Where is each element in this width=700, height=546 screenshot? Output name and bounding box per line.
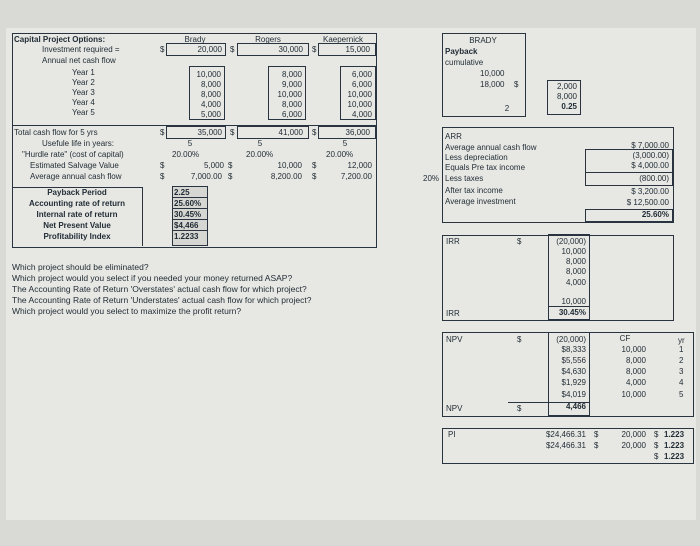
npv-yr-2: 2 [679,356,684,365]
npv-cf-2: 8,000 [625,356,646,365]
year-3-brady: 8,000 [200,90,221,99]
pi-dollar: $ [594,441,599,450]
year-5-brady: 5,000 [200,110,221,119]
project-name-kaepernick: Kaepernick [322,35,364,44]
year-5-kaepernick: 4,000 [351,110,372,119]
currency-sign: $ [230,128,235,137]
label-year-2: Year 2 [72,78,95,87]
currency-sign: $ [312,128,317,137]
value-life-brady: 5 [187,139,193,148]
npv-dollar: $ [517,404,522,413]
question-4: The Accounting Rate of Return 'Understates' actual cash flow for which project? [12,295,312,305]
irr-bottom-title: IRR [446,309,460,318]
currency-sign: $ [160,45,165,54]
pi-dollar: $ [594,430,599,439]
currency-sign: $ [312,45,317,54]
value-hurdle-rogers: 20.00% [246,150,274,159]
pi-c-3: 1.223 [664,452,685,461]
arr-value-taxes: (800.00) [639,174,669,183]
irr-value-result: 30.45% [558,308,586,317]
irr-dollar: $ [517,237,522,246]
arr-value-avg-flow: $ 7,000.00 [631,141,669,150]
result-value-pi: 1.2233 [174,232,199,241]
label-annual-flow: Annual net cash flow [42,56,116,65]
npv-cf-5: 10,000 [621,390,646,399]
table-divider [142,187,143,246]
arr-label-avg-flow: Average annual cash flow [445,143,537,152]
year-2-brady: 8,000 [200,80,221,89]
year-4-kaepernick: 10,000 [347,100,372,109]
arr-label-taxes: Less taxes [445,174,484,183]
value-life-rogers: 5 [257,139,263,148]
value-avg-flow-kaepernick: 7,200.00 [340,172,372,181]
result-label-pi: Profitability Index [43,232,111,241]
year-2-kaepernick: 6,000 [351,80,372,89]
table-divider [172,197,207,198]
project-name-rogers: Rogers [255,35,281,44]
value-total-rogers: 41,000 [278,128,303,137]
brady-cumulative-label: cumulative [445,58,484,67]
value-hurdle-brady: 20.00% [172,150,200,159]
npv-yr-3: 3 [679,367,684,376]
irr-value-2: 8,000 [565,257,586,266]
table-divider [172,230,207,231]
npv-value-2: $5,556 [561,356,586,365]
year-5-rogers: 6,000 [281,110,302,119]
npv-value-1: $8,333 [561,345,586,354]
question-3: The Accounting Rate of Return 'Overstates' actual cash flow for which project? [12,284,307,294]
brady-title: BRADY [469,36,497,45]
arr-value-avg-investment: $ 12,500.00 [626,198,669,207]
value-avg-flow-brady: 7,000.00 [190,172,222,181]
currency-sign: $ [228,172,233,181]
arr-tax-rate: 20% [423,174,440,183]
brady-right-1: 2,000 [556,82,577,91]
table-divider [172,219,207,220]
npv-yr-5: 5 [679,390,684,399]
npv-cf-3: 8,000 [625,367,646,376]
currency-sign: $ [312,172,317,181]
year-4-rogers: 8,000 [281,100,302,109]
currency-sign: $ [230,45,235,54]
value-salvage-brady: 5,000 [203,161,224,170]
label-total: Total cash flow for 5 yrs [14,128,98,137]
arr-title: ARR [445,132,462,141]
question-5: Which project would you select to maximize the profit return? [12,306,242,316]
result-label-irr: Internal rate of return [36,210,118,219]
npv-value-result: 4,466 [565,402,586,411]
brady-two: 2 [504,104,510,113]
arr-label-aftertax: After tax income [445,186,503,195]
currency-sign: $ [160,128,165,137]
pi-b-1: 20,000 [621,430,646,439]
label-life: Usefule life in years: [42,139,115,148]
npv-bottom-title: NPV [446,404,463,413]
irr-value-3: 8,000 [565,267,586,276]
label-year-1: Year 1 [72,68,95,77]
npv-cf-header: CF [619,334,631,343]
value-life-kaepernick: 5 [342,139,348,148]
brady-cumulative-1: 10,000 [480,69,505,78]
pi-c-1: 1.223 [664,430,685,439]
arr-label-avg-investment: Average investment [445,197,516,206]
brady-dollar: $ [514,80,519,89]
year-1-kaepernick: 6,000 [351,70,372,79]
pi-dollar: $ [654,452,659,461]
label-year-3: Year 3 [72,88,95,97]
pi-dollar: $ [654,441,659,450]
value-investment-brady: 20,000 [197,45,222,54]
currency-sign: $ [160,172,165,181]
question-1: Which project should be eliminated? [12,262,149,272]
question-2: Which project would you select if you needed your money returned ASAP? [12,273,293,283]
result-label-arr: Accounting rate of return [28,199,125,208]
year-1-brady: 10,000 [196,70,221,79]
year-3-rogers: 10,000 [277,90,302,99]
npv-value-5: $4,019 [561,390,586,399]
irr-divider [548,306,589,307]
irr-title: IRR [446,237,460,246]
arr-label-depreciation: Less depreciation [445,153,508,162]
irr-value-5: 10,000 [561,297,586,306]
year-1-rogers: 8,000 [281,70,302,79]
npv-cf-1: 10,000 [621,345,646,354]
label-year-5: Year 5 [72,108,95,117]
label-salvage: Estimated Salvage Value [30,161,119,170]
npv-value-4: $1,929 [561,378,586,387]
brady-cumulative-2: 18,000 [480,80,505,89]
value-hurdle-kaepernick: 20.00% [326,150,354,159]
brady-right-3: 0.25 [561,102,577,111]
brady-payback-label: Payback [445,47,478,56]
result-value-irr: 30.45% [174,210,202,219]
year-3-kaepernick: 10,000 [347,90,372,99]
npv-yr-1: 1 [679,345,684,354]
arr-label-pretax: Equals Pre tax income [445,163,526,172]
irr-value-1: 10,000 [561,247,586,256]
value-investment-rogers: 30,000 [278,45,303,54]
value-avg-flow-rogers: 8,200.00 [270,172,302,181]
pi-a-2: $24,466.31 [545,441,586,450]
table-title: Capital Project Options: [14,35,106,44]
npv-value-0: (20,000) [556,335,586,344]
label-year-4: Year 4 [72,98,95,107]
npv-value-3: $4,630 [561,367,586,376]
value-total-brady: 35,000 [197,128,222,137]
irr-value-4: 4,000 [565,278,586,287]
npv-yr-header: yr [678,336,685,345]
year-4-brady: 4,000 [200,100,221,109]
label-avg-flow: Average annual cash flow [30,172,122,181]
arr-value-pretax: $ 4,000.00 [631,161,669,170]
arr-value-result: 25.60% [641,210,669,219]
currency-sign: $ [228,161,233,170]
result-value-arr: 25.60% [174,199,202,208]
table-divider [172,208,207,209]
npv-dollar: $ [517,335,522,344]
value-salvage-kaepernick: 12,000 [347,161,372,170]
project-name-brady: Brady [184,35,206,44]
brady-right-2: 8,000 [556,92,577,101]
npv-cf-4: 4,000 [625,378,646,387]
label-investment: Investment required = [42,45,120,54]
arr-value-aftertax: $ 3,200.00 [631,187,669,196]
result-value-payback: 2.25 [174,188,190,197]
irr-value-0: (20,000) [556,237,586,246]
year-2-rogers: 9,000 [281,80,302,89]
arr-value-depreciation: (3,000.00) [632,151,669,160]
result-value-npv: $4,466 [174,221,199,230]
pi-dollar: $ [654,430,659,439]
result-label-payback: Payback Period [47,188,107,197]
value-total-kaepernick: 36,000 [345,128,370,137]
pi-b-2: 20,000 [621,441,646,450]
result-label-npv: Net Present Value [43,221,111,230]
pi-c-2: 1.223 [664,441,685,450]
pi-title: PI [448,430,456,439]
value-investment-kaepernick: 15,000 [345,45,370,54]
currency-sign: $ [160,161,165,170]
value-salvage-rogers: 10,000 [277,161,302,170]
currency-sign: $ [312,161,317,170]
npv-title: NPV [446,335,463,344]
npv-yr-4: 4 [679,378,684,387]
label-hurdle: "Hurdle rate" (cost of capital) [22,150,124,159]
pi-a-1: $24,466.31 [545,430,586,439]
